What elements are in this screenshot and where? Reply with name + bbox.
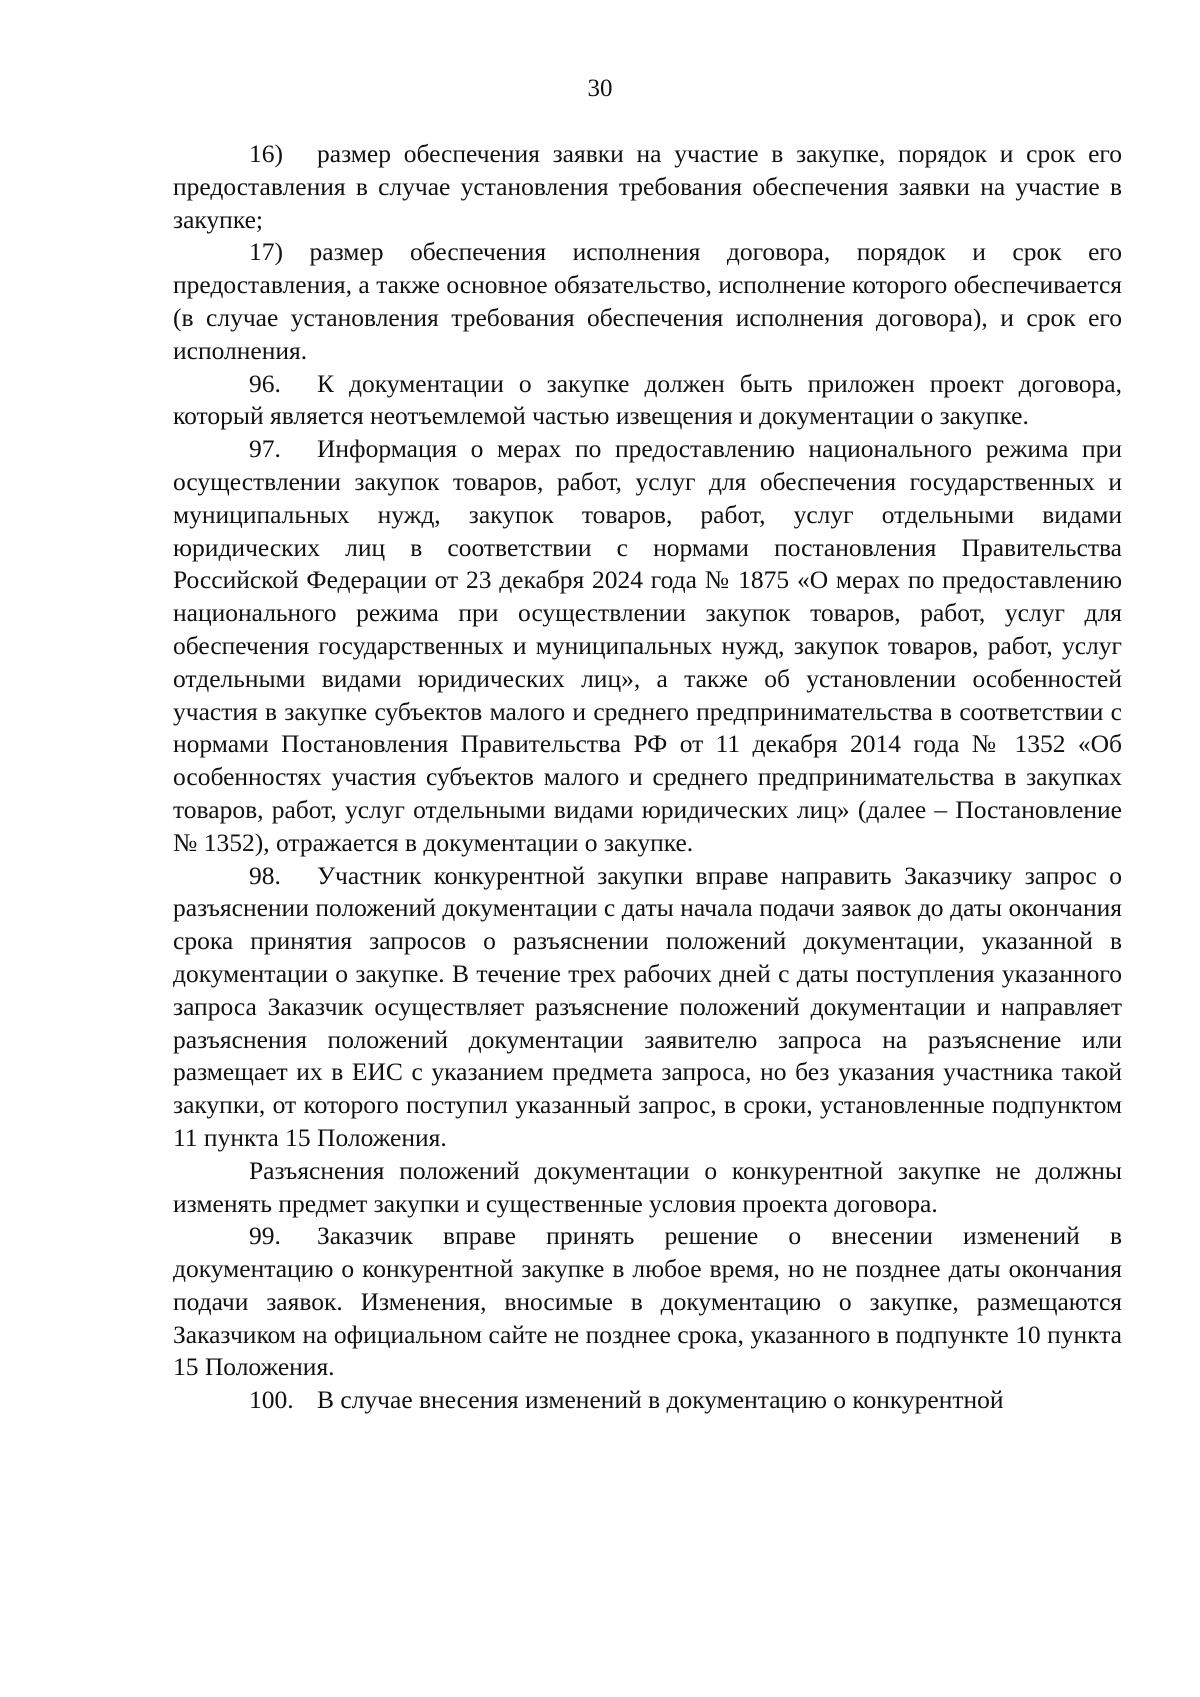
paragraph-98 — [173, 860, 1122, 1155]
paragraph-text: Разъяснения положений документации о конкурентной закупке не должны изменять предмет закупки и существенные условия проекта договора. — [173, 1155, 1122, 1218]
item-number: 96. — [249, 368, 281, 398]
paragraph-text: К документации о закупке должен быть приложен проект договора, который является неотъемлемой частью извещения и документации о закупке. — [173, 368, 1122, 431]
paragraph-text: Информация о мерах по предоставлению национального режима при осуществлении закупок товаров, работ, услуг для обеспечения государственных и муниципальных нужд, закупок товаров, работ, услуг отдельными видами юридических лиц в соответствии с нормами постановления Правительства Российской Федерации от 23 декабря 2024 года № 1875 «О мерах по предоставлению национального режима при осуществлении закупок товаров, работ, услуг для обеспечения государственных и муниципальных нужд, закупок товаров, работ, услуг отдельными видами юридических лиц», а также об установлении особенностей участия в закупке субъектов малого и среднего предпринимательства в соответствии с нормами Постановления Правительства РФ от 11 декабря 2014 года № 1352 «Об особенностях участия субъектов малого и среднего предпринимательства в закупках товаров, работ, услуг отдельными видами юридических лиц» (далее – Постановление № 1352), отражается в документации о закупке. — [173, 434, 1122, 857]
paragraph-99 — [173, 1220, 1122, 1384]
page-number: 30 — [587, 75, 613, 102]
item-number: 97. — [249, 434, 281, 464]
paragraph-100 — [173, 1384, 1122, 1417]
paragraph-97 — [173, 433, 1122, 859]
paragraph-17 — [173, 236, 1122, 367]
document-body — [173, 138, 1122, 1417]
paragraph-text: В случае внесения изменений в документацию о конкурентной — [317, 1385, 1004, 1415]
paragraph-text: размер обеспечения заявки на участие в закупке, порядок и срок его предоставления в случае установления требования обеспечения заявки на участие в закупке; — [173, 139, 1122, 234]
paragraph-text: Участник конкурентной закупки вправе направить Заказчику запрос о разъяснении положений документации с даты начала подачи заявок до даты окончания срока принятия запросов о разъяснении положений документации, указанной в документации о закупке. В течение трех рабочих дней с даты поступления указанного запроса Заказчик осуществляет разъяснение положений документации и направляет разъяснения положений документации заявителю запроса на разъяснение или размещает их в ЕИС с указанием предмета запроса, но без указания участника такой закупки, от которого поступил указанный запрос, в сроки, установленные подпунктом 11 пункта 15 Положения. — [173, 860, 1122, 1152]
item-number: 98. — [249, 860, 281, 890]
item-number: 99. — [249, 1221, 281, 1251]
item-number: 16) — [249, 139, 283, 168]
paragraph-98-clarifications — [173, 1155, 1122, 1221]
paragraph-96 — [173, 368, 1122, 434]
paragraph-text: Заказчик вправе принять решение о внесении изменений в документацию о конкурентной закупке в любое время, но не позднее даты окончания подачи заявок. Изменения, вносимые в документацию о закупке, размещаются Заказчиком на официальном сайте не позднее срока, указанного в подпункте 10 пункта 15 Положения. — [173, 1221, 1122, 1382]
paragraph-16 — [173, 138, 1122, 236]
paragraph-text: 17) размер обеспечения исполнения договора, порядок и срок его предоставления, а также основное обязательство, исполнение которого обеспечивается (в случае установления требования обеспечения исполнения договора), и срок его исполнения. — [173, 237, 1122, 365]
item-number: 100. — [249, 1385, 294, 1415]
